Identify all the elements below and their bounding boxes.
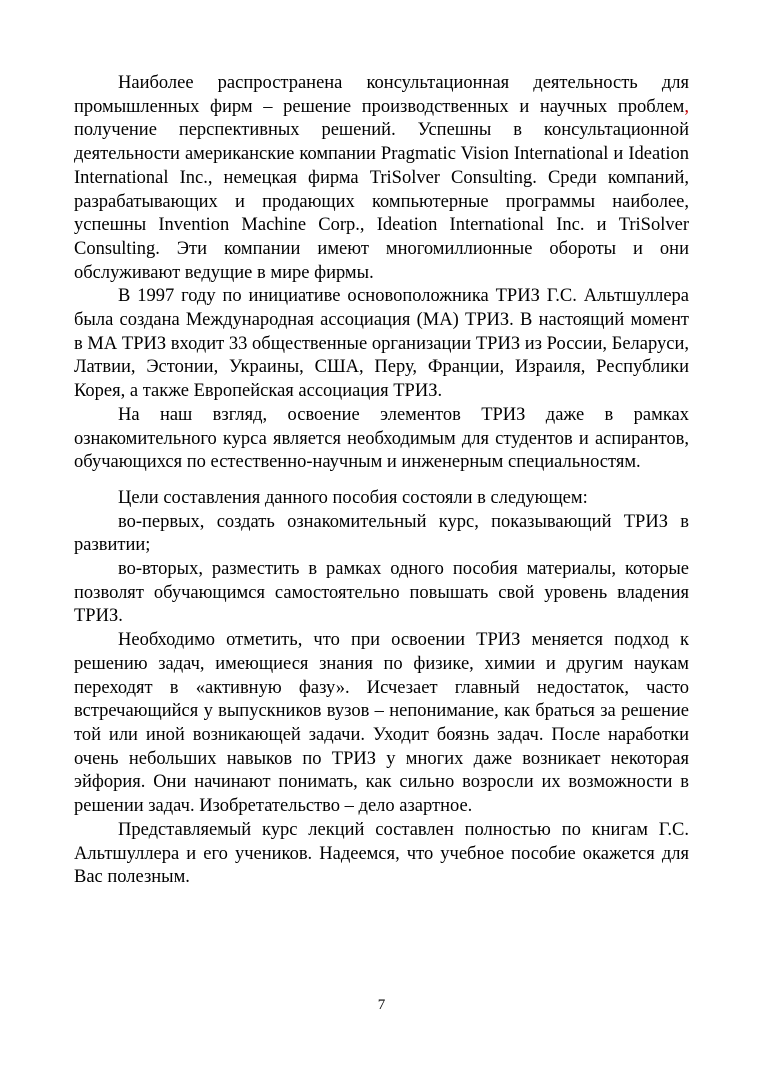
paragraph-consulting xyxy=(74,72,689,285)
highlighted-comma: , xyxy=(684,96,689,117)
paragraph-goals-intro: Цели составления данного пособия состояли в следующем: xyxy=(118,487,588,508)
paragraph-closing: Представляемый курс лекций составлен полностью по книгам Г.С. Альтшуллера и его учеников. Надеемся, что учебное пособие окажется для Вас полезным. xyxy=(74,819,689,888)
paragraph-opinion: На наш взгляд, освоение элементов ТРИЗ даже в рамках ознакомительного курса является необходимым для студентов и аспирантов, обучающихся по естественно-научным и инженерным специальностям. xyxy=(74,404,689,473)
page-number: 7 xyxy=(377,997,386,1013)
paragraph-approach: Необходимо отметить, что при освоении ТРИЗ меняется подход к решению задач, имеющиеся знания по физике, химии и другим наукам переходят в «активную фазу». Исчезает главный недостаток, часто встречающийся у выпускников вузов – непонимание, как браться за решение той или иной возникающей задачи. Уходит боязнь задач. После наработки очень небольших навыков по ТРИЗ у многих даже возникает некоторая эйфория. Они начинают понимать, как сильно возросли их возможности в решении задач. Изобретательство – дело азартное. xyxy=(74,630,689,817)
paragraph-goal-second: во-вторых, разместить в рамках одного пособия материалы, которые позволят обучающимся самостоятельно повышать свой уровень владения ТРИЗ. xyxy=(74,559,689,627)
paragraph-consulting-end: получение перспективных решений. Успешны в консультационной деятельности американские компании Pragmatic Vision International и Ideation International Inc., немецкая фирма TriSolver Consulting. Среди компаний, разрабатывающих и продающих компьютерные программы наиболее, успешны Invention Machine Corp., Ideation International Inc. и TriSolver Consulting. Эти компании имеют многомиллионные обороты и они обслуживают ведущие в мире фирмы. xyxy=(74,120,689,283)
paragraph-association: В 1997 году по инициативе основоположника ТРИЗ Г.С. Альтшуллера была создана Международная ассоциация (МА) ТРИЗ. В настоящий момент в МА ТРИЗ входит 33 общественные организации ТРИЗ из России, Беларуси, Латвии, Эстонии, Украины, США, Перу, Франции, Израиля, Республики Корея, а также Европейская ассоциация ТРИЗ. xyxy=(74,286,689,402)
paragraph-goal-first: во-первых, создать ознакомительный курс, показывающий ТРИЗ в развитии; xyxy=(74,511,689,556)
document-body xyxy=(74,72,689,890)
paragraph-consulting-start: Наиболее распространена консультационная деятельность для промышленных фирм – решение производственных и научных проблем xyxy=(74,73,689,117)
